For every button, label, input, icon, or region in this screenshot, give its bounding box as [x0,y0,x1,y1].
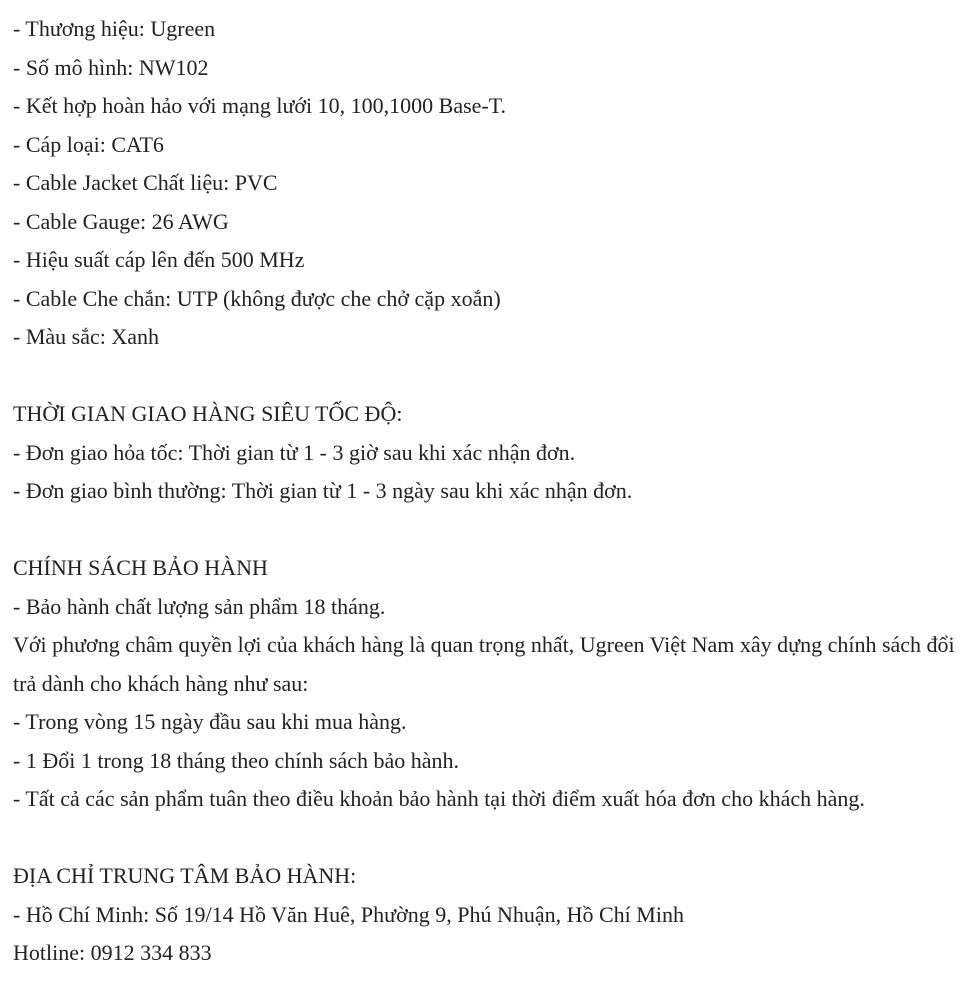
section-spacer [13,511,958,550]
service-center-address: - Hồ Chí Minh: Số 19/14 Hồ Văn Huê, Phường 9, Phú Nhuận, Hồ Chí Minh [13,901,684,927]
spec-color: - Màu sắc: Xanh [13,324,160,349]
service-center-section [13,857,958,973]
warranty-heading: CHÍNH SÁCH BẢO HÀNH [13,555,268,580]
service-center-heading: ĐỊA CHỈ TRUNG TÂM BẢO HÀNH: [13,863,357,888]
warranty-terms: - Tất cả các sản phẩm tuân theo điều khoản bảo hành tại thời điểm xuất hóa đơn cho khách hàng. [13,786,865,811]
delivery-express: - Đơn giao hỏa tốc: Thời gian từ 1 - 3 giờ sau khi xác nhận đơn. [13,439,576,465]
delivery-heading: THỜI GIAN GIAO HÀNG SIÊU TỐC ĐỘ: [13,401,403,426]
spec-cable-type: - Cáp loại: CAT6 [13,131,164,157]
spec-compatibility: - Kết hợp hoàn hảo với mạng lưới 10, 100,1000 Base-T. [13,93,507,118]
spec-brand: - Thương hiệu: Ugreen [13,16,216,41]
spec-cable-gauge: - Cable Gauge: 26 AWG [13,208,229,234]
warranty-quality: - Bảo hành chất lượng sản phẩm 18 tháng. [13,593,386,619]
product-description [13,10,958,973]
spec-shielding: - Cable Che chắn: UTP (không được che chở cặp xoắn) [13,285,501,311]
spec-model-number: - Số mô hình: NW102 [13,54,209,80]
warranty-exchange: - 1 Đổi 1 trong 18 tháng theo chính sách bảo hành. [13,747,460,773]
section-spacer [13,357,958,396]
warranty-intro: Với phương châm quyền lợi của khách hàng là quan trọng nhất, Ugreen Việt Nam xây dựng chính sách đổi trả dành cho khách hàng như sau: [13,632,955,696]
section-spacer [13,819,958,858]
delivery-section [13,395,958,511]
spec-performance: - Hiệu suất cáp lên đến 500 MHz [13,247,305,272]
warranty-section [13,549,958,819]
spec-jacket-material: - Cable Jacket Chất liệu: PVC [13,170,278,195]
warranty-return-window: - Trong vòng 15 ngày đầu sau khi mua hàng. [13,709,407,734]
service-center-hotline: Hotline: 0912 334 833 [13,940,212,965]
spec-list [13,10,958,357]
delivery-standard: - Đơn giao bình thường: Thời gian từ 1 - 3 ngày sau khi xác nhận đơn. [13,478,633,503]
